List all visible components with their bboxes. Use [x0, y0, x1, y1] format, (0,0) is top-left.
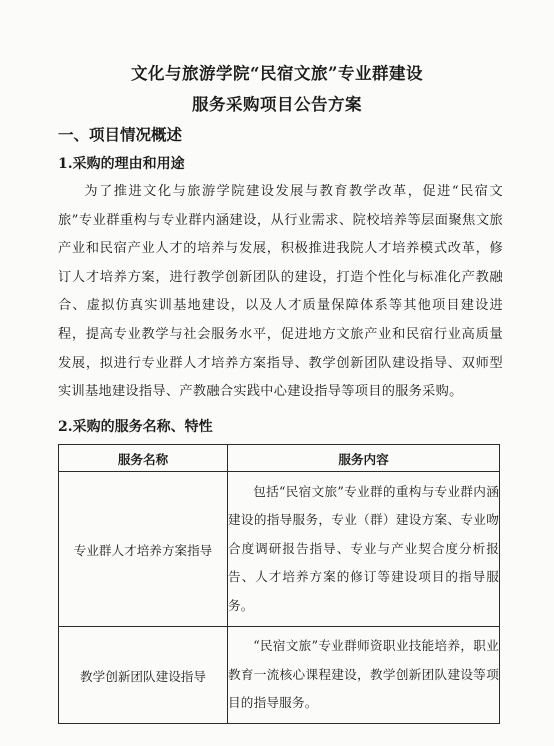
- subsection1-paragraph: 为了推进文化与旅游学院建设发展与教育教学改革，促进“民宿文旅”专业群重构与专业群内涵建设，从行业需求、院校培养等层面聚焦文旅产业和民宿产业人才的培养与发展，积极推进我院人才培养模式改革，修订人才培养方案，进行教学创新团队的建设，打造个性化与标准化产教融合、虚拟仿真实训基地建设，以及人才质量保障体系等其他项目建设进程，提高专业教学与社会服务水平，促进地方文旅产业和民宿行业高质量发展，拟进行专业群人才培养方案指导、教学创新团队建设指导、双师型实训基地建设指导、产教融合实践中心建设指导等项目的服务采购。: [58, 184, 503, 400]
- table-header-service-name: 服务名称: [59, 445, 228, 472]
- table-cell-service-name: 教学创新团队建设指导: [59, 627, 228, 724]
- document-title-line1: 文化与旅游学院“民宿文旅”专业群建设: [131, 64, 423, 83]
- subsection1-heading: 1.采购的理由和用途: [58, 156, 185, 172]
- section1-heading: 一、项目情况概述: [58, 125, 183, 144]
- table-cell-service-name: 专业群人才培养方案指导: [59, 472, 228, 627]
- table-header-row: [59, 445, 500, 472]
- document-title-line2: 服务采购项目公告方案: [192, 95, 362, 114]
- table-row: [59, 472, 500, 627]
- table-row: [59, 627, 500, 724]
- table-cell-service-content: 包括“民宿文旅”专业群的重构与专业群内涵建设的指导服务，专业（群）建设方案、专业吻合度调研报告指导、专业与产业契合度分析报告、人才培养方案的修订等建设项目的指导服务。: [228, 472, 500, 627]
- table-cell-service-content: “民宿文旅”专业群师资职业技能培养，职业教育一流核心课程建设，教学创新团队建设等项目的指导服务。: [228, 627, 500, 724]
- services-table: [58, 444, 500, 724]
- subsection2-heading: 2.采购的服务名称、特性: [58, 419, 213, 435]
- table-header-service-content: 服务内容: [228, 445, 500, 472]
